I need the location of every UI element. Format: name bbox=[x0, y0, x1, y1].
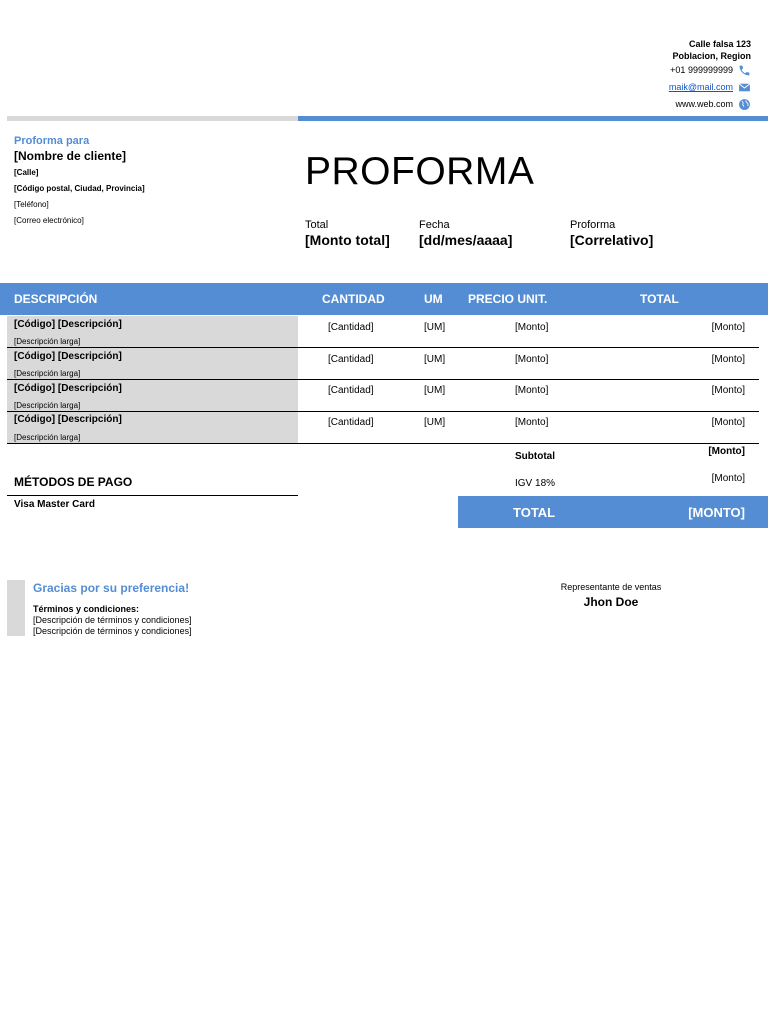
company-web-row bbox=[675, 96, 751, 112]
row-price: [Monto] bbox=[515, 354, 549, 365]
row-unit: [UM] bbox=[424, 417, 446, 428]
row-long-description: [Descripción larga] bbox=[14, 401, 81, 410]
company-phone: +01 999999999 bbox=[670, 65, 733, 75]
subtotal-label: Subtotal bbox=[515, 451, 555, 462]
th-description: DESCRIPCIÓN bbox=[14, 292, 98, 306]
company-phone-row bbox=[670, 62, 751, 78]
row-divider bbox=[7, 379, 759, 380]
date-value: [dd/mes/aaaa] bbox=[419, 232, 513, 248]
company-address bbox=[672, 38, 751, 62]
mail-icon bbox=[738, 81, 751, 94]
address-line2: Poblacion, Region bbox=[672, 51, 751, 61]
grand-total-label: TOTAL bbox=[513, 505, 556, 520]
row-quantity: [Cantidad] bbox=[328, 417, 374, 428]
client-postal: [Código postal, Ciudad, Provincia] bbox=[14, 184, 145, 193]
row-long-description: [Descripción larga] bbox=[14, 433, 81, 442]
header-bar-grey bbox=[7, 116, 298, 121]
company-email-link[interactable]: maik@mail.com bbox=[668, 82, 733, 92]
terms-line: [Descripción de términos y condiciones] bbox=[33, 626, 192, 636]
row-quantity: [Cantidad] bbox=[328, 354, 374, 365]
row-divider bbox=[7, 347, 759, 348]
row-long-description: [Descripción larga] bbox=[14, 337, 81, 346]
row-total: [Monto] bbox=[711, 322, 745, 333]
row-total: [Monto] bbox=[711, 417, 745, 428]
client-street: [Calle] bbox=[14, 168, 39, 177]
row-price: [Monto] bbox=[515, 385, 549, 396]
subtotal-value: [Monto] bbox=[708, 446, 745, 457]
payment-heading: MÉTODOS DE PAGO bbox=[14, 475, 133, 489]
row-code: [Código] [Descripción] bbox=[14, 383, 122, 394]
row-divider bbox=[7, 411, 759, 412]
globe-icon bbox=[738, 98, 751, 111]
row-price: [Monto] bbox=[515, 417, 549, 428]
address-line1: Calle falsa 123 bbox=[688, 39, 751, 49]
total-label: Total bbox=[305, 219, 329, 231]
company-email-row bbox=[669, 79, 751, 95]
row-total: [Monto] bbox=[711, 385, 745, 396]
row-price: [Monto] bbox=[515, 322, 549, 333]
header-bar-blue bbox=[298, 116, 768, 121]
payment-methods: Visa Master Card bbox=[14, 499, 95, 510]
table-bottom-line bbox=[7, 443, 759, 444]
tax-label: IGV 18% bbox=[515, 478, 556, 489]
client-phone: [Teléfono] bbox=[14, 200, 49, 209]
client-email: [Correo electrónico] bbox=[14, 216, 84, 225]
thanks-message: Gracias por su preferencia! bbox=[33, 581, 190, 595]
number-label: Proforma bbox=[570, 219, 616, 231]
row-unit: [UM] bbox=[424, 354, 446, 365]
date-label: Fecha bbox=[419, 219, 450, 231]
th-total: TOTAL bbox=[640, 292, 679, 306]
row-long-description: [Descripción larga] bbox=[14, 369, 81, 378]
document-title: PROFORMA bbox=[305, 150, 535, 193]
tax-value: [Monto] bbox=[711, 473, 745, 484]
row-unit: [UM] bbox=[424, 322, 446, 333]
th-unit-price: PRECIO UNIT. bbox=[468, 292, 548, 306]
total-value: [Monto total] bbox=[305, 232, 390, 248]
sales-rep-name: Jhon Doe bbox=[583, 595, 639, 609]
client-name: [Nombre de cliente] bbox=[14, 149, 127, 163]
payment-divider bbox=[7, 495, 298, 496]
company-website: www.web.com bbox=[675, 99, 733, 109]
row-code: [Código] [Descripción] bbox=[14, 351, 122, 362]
row-quantity: [Cantidad] bbox=[328, 322, 374, 333]
th-unit: UM bbox=[424, 292, 443, 306]
row-code: [Código] [Descripción] bbox=[14, 319, 122, 330]
th-quantity: CANTIDAD bbox=[322, 292, 385, 306]
row-quantity: [Cantidad] bbox=[328, 385, 374, 396]
footer-accent-bar bbox=[7, 580, 25, 636]
row-code: [Código] [Descripción] bbox=[14, 414, 122, 425]
sales-rep-label: Representante de ventas bbox=[560, 582, 662, 592]
table-header bbox=[0, 283, 768, 315]
number-value: [Correlativo] bbox=[570, 232, 654, 248]
grand-total-value: [MONTO] bbox=[688, 505, 745, 520]
phone-icon bbox=[738, 64, 751, 77]
grand-total-box bbox=[458, 496, 768, 528]
terms-line: [Descripción de términos y condiciones] bbox=[33, 615, 192, 625]
row-unit: [UM] bbox=[424, 385, 446, 396]
client-heading: Proforma para bbox=[14, 135, 90, 147]
row-total: [Monto] bbox=[711, 354, 745, 365]
terms-heading: Términos y condiciones: bbox=[33, 604, 140, 614]
